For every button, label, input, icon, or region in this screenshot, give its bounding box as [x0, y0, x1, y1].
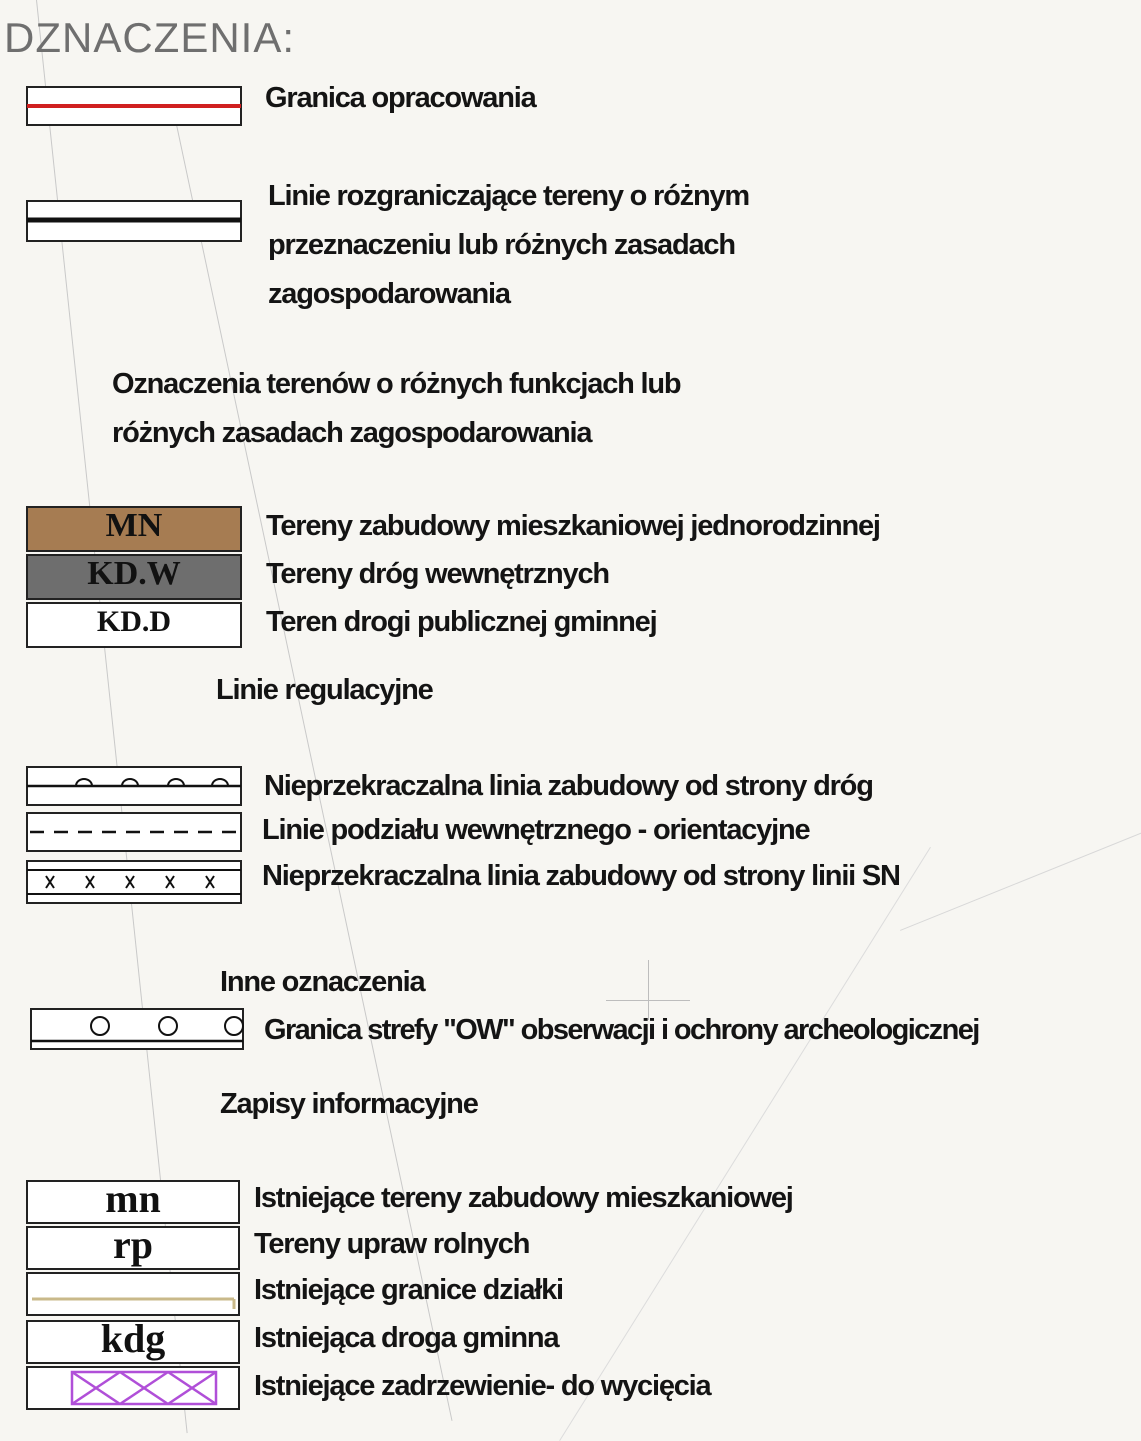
background-map-line	[900, 833, 1141, 931]
background-map-line	[606, 1000, 690, 1001]
boundary-symbol	[26, 86, 242, 126]
dividing-line-label-line-1: Linie rozgraniczające tereny o różnym	[268, 180, 749, 212]
internal-division-symbol	[26, 812, 242, 852]
info-label-rp: Tereny upraw rolnych	[254, 1228, 530, 1260]
legend-title: DZNACZENIA:	[4, 14, 296, 61]
info-label-kdg: Istniejąca droga gminna	[254, 1322, 559, 1354]
trees-to-cut-label: Istniejące zadrzewienie- do wycięcia	[254, 1370, 711, 1402]
info-code-mn: mn	[26, 1180, 240, 1224]
dividing-line-symbol	[26, 200, 242, 242]
info-heading: Zapisy informacyjne	[220, 1088, 478, 1120]
terrain-code-kdw: KD.W	[26, 554, 242, 600]
info-code-kdg: kdg	[26, 1320, 240, 1364]
terrain-code-mn: MN	[26, 506, 242, 552]
archaeology-zone-symbol	[30, 1008, 244, 1050]
building-line-sn-label: Nieprzekraczalna linia zabudowy od strony linii SN	[262, 860, 900, 892]
parcel-boundary-label: Istniejące granice działki	[254, 1274, 563, 1306]
internal-division-label: Linie podziału wewnętrznego - orientacyjne	[262, 814, 810, 846]
terrain-heading	[112, 360, 680, 458]
background-map-line	[648, 960, 649, 1020]
building-line-roads-label: Nieprzekraczalna linia zabudowy od strony dróg	[264, 770, 873, 802]
terrain-heading-line-1: Oznaczenia terenów o różnych funkcjach lub	[112, 368, 681, 400]
background-map-line	[559, 847, 931, 1441]
archaeology-zone-label: Granica strefy "OW" obserwacji i ochrony archeologicznej	[264, 1014, 979, 1046]
building-line-roads-symbol	[26, 766, 242, 806]
terrain-label-mn: Tereny zabudowy mieszkaniowej jednorodzinnej	[266, 510, 880, 542]
boundary-label: Granica opracowania	[265, 82, 536, 114]
terrain-label-kdw: Tereny dróg wewnętrznych	[266, 558, 609, 590]
regulation-heading: Linie regulacyjne	[216, 674, 433, 706]
terrain-code-kdd: KD.D	[26, 602, 242, 648]
info-code-rp: rp	[26, 1226, 240, 1270]
terrain-heading-line-2: różnych zasadach zagospodarowania	[112, 417, 592, 449]
info-label-mn: Istniejące tereny zabudowy mieszkaniowej	[254, 1182, 793, 1214]
dividing-line-label-line-2: przeznaczeniu lub różnych zasadach	[268, 229, 735, 261]
parcel-boundary-symbol	[26, 1272, 240, 1316]
terrain-label-kdd: Teren drogi publicznej gminnej	[266, 606, 657, 638]
trees-to-cut-symbol	[26, 1366, 240, 1410]
dividing-line-label	[268, 172, 749, 319]
other-heading: Inne oznaczenia	[220, 966, 425, 998]
building-line-sn-symbol	[26, 860, 242, 904]
dividing-line-label-line-3: zagospodarowania	[268, 278, 510, 310]
